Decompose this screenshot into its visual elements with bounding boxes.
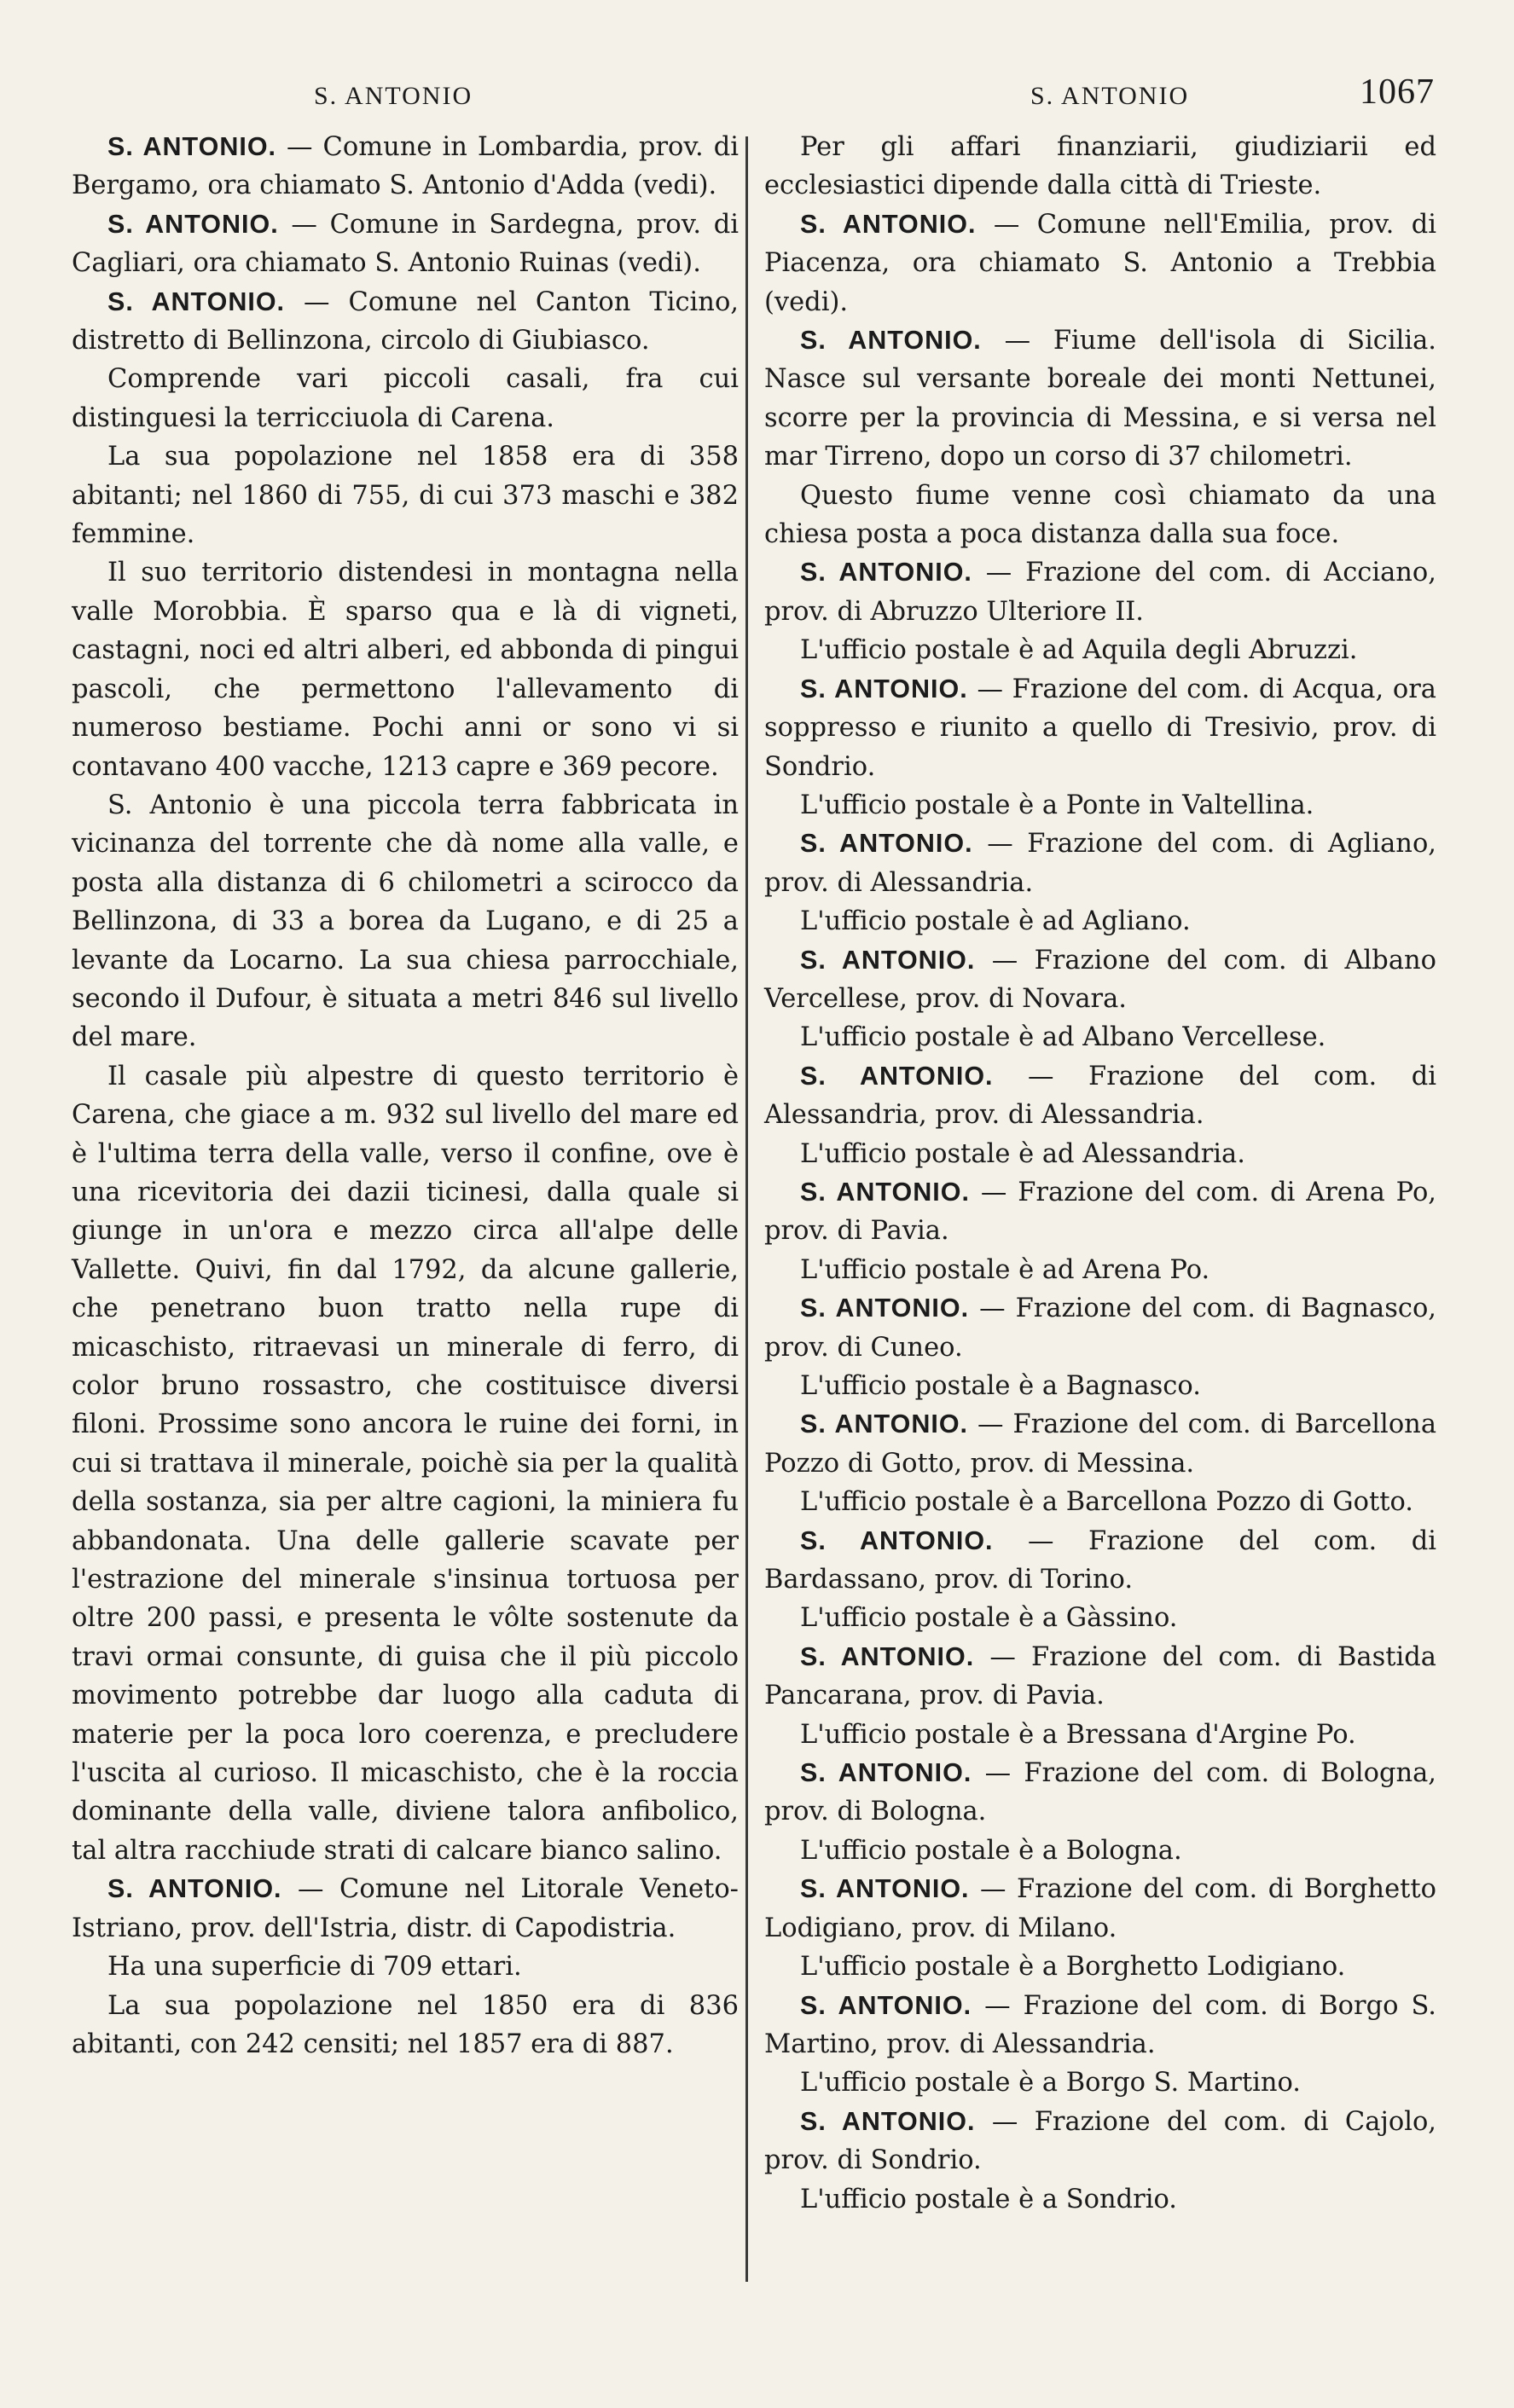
- entry-text: L'ufficio postale è a Bologna.: [800, 1835, 1182, 1866]
- entry-paragraph: [764, 2103, 1436, 2180]
- entry-text: — Frazione del com. di Cajolo, prov. di Sondrio.: [764, 2106, 1437, 2176]
- entry-text: L'ufficio postale è a Bressana d'Argine Po.: [800, 1719, 1356, 1750]
- entry-paragraph: [764, 1251, 1436, 1289]
- entry-headword: S. ANTONIO.: [800, 1758, 972, 1788]
- entry-text: L'ufficio postale è a Gàssino.: [800, 1603, 1178, 1634]
- entry-headword: S. ANTONIO.: [800, 209, 977, 239]
- entry-text: — Frazione del com. di Acqua, ora soppresso e riunito a quello di Tresivio, prov. di Sondrio.: [764, 674, 1436, 782]
- entry-paragraph: [72, 1987, 739, 2064]
- entry-paragraph: [72, 1057, 739, 1871]
- entry-headword: S. ANTONIO.: [107, 287, 286, 316]
- left-running-title: S. ANTONIO: [314, 82, 473, 110]
- entry-paragraph: [72, 553, 739, 785]
- entry-headword: S. ANTONIO.: [800, 1874, 970, 1904]
- entry-text: S. Antonio è una piccola terra fabbricata in vicinanza del torrente che dà nome alla valle, e posta alla distanza di 6 chilometri a scirocco da Bellinzona, di 33 a borea da Lugano, e di 25 a levante da Locarno. La sua chiesa parrocchiale, secondo il Dufour, è situata a metri 846 sul livello del mare.: [72, 790, 739, 1053]
- entry-text: — Comune in Sardegna, prov. di Cagliari, ora chiamato S. Antonio Ruinas (vedi).: [72, 209, 739, 279]
- entry-paragraph: [764, 1018, 1436, 1056]
- entry-paragraph: [764, 1832, 1436, 1870]
- entry-paragraph: [72, 1948, 739, 1986]
- entry-text: L'ufficio postale è a Bagnasco.: [800, 1371, 1201, 1401]
- entry-text: Per gli affari finanziarii, giudiziarii ed ecclesiastici dipende dalla città di Trieste.: [764, 132, 1436, 201]
- entry-text: L'ufficio postale è a Borgo S. Martino.: [800, 2068, 1302, 2098]
- entry-paragraph: [764, 1289, 1436, 1367]
- entry-paragraph: [764, 1987, 1436, 2064]
- entry-headword: S. ANTONIO.: [800, 674, 968, 703]
- entry-paragraph: [764, 1367, 1436, 1405]
- entry-paragraph: [72, 360, 739, 437]
- column-divider: [745, 136, 748, 2282]
- entry-text: — Frazione del com. di Bologna, prov. di Bologna.: [764, 1758, 1436, 1827]
- entry-text: — Frazione del com. di Alessandria, prov. di Alessandria.: [764, 1061, 1437, 1131]
- entry-text: — Comune nel Canton Ticino, distretto di Bellinzona, circolo di Giubiasco.: [72, 287, 739, 356]
- entry-paragraph: [764, 1716, 1436, 1754]
- entry-headword: S. ANTONIO.: [800, 1409, 969, 1439]
- entry-text: La sua popolazione nel 1858 era di 358 abitanti; nel 1860 di 755, di cui 373 maschi e 382 femmine.: [72, 442, 739, 550]
- entry-text: L'ufficio postale è a Borghetto Lodigiano.: [800, 1952, 1346, 1983]
- entry-paragraph: [764, 1057, 1436, 1135]
- entry-paragraph: [764, 1599, 1436, 1637]
- entry-headword: S. ANTONIO.: [107, 132, 277, 161]
- entry-paragraph: [764, 1638, 1436, 1716]
- entry-text: La sua popolazione nel 1850 era di 836 abitanti, con 242 censiti; nel 1857 era di 887.: [72, 1990, 739, 2059]
- entry-paragraph: [72, 128, 739, 205]
- entry-paragraph: [72, 283, 739, 361]
- entry-text: — Frazione del com. di Borghetto Lodigiano, prov. di Milano.: [764, 1874, 1436, 1943]
- entry-headword: S. ANTONIO.: [800, 1641, 975, 1671]
- entry-paragraph: [764, 786, 1436, 825]
- entry-paragraph: [764, 477, 1436, 554]
- entry-paragraph: [764, 1754, 1436, 1832]
- entry-paragraph: [764, 128, 1436, 205]
- entry-paragraph: [72, 1870, 739, 1948]
- entry-paragraph: [764, 670, 1436, 786]
- entry-paragraph: [764, 321, 1436, 477]
- page-number: 1067: [1360, 72, 1435, 112]
- entry-text: Questo fiume venne così chiamato da una chiesa posta a poca distanza dalla sua foce.: [764, 480, 1436, 550]
- entry-text: L'ufficio postale è a Sondrio.: [800, 2184, 1177, 2214]
- entry-paragraph: [764, 1870, 1436, 1948]
- entry-text: — Frazione del com. di Bastida Pancarana, prov. di Pavia.: [764, 1641, 1436, 1711]
- entry-headword: S. ANTONIO.: [800, 1177, 970, 1207]
- entry-headword: S. ANTONIO.: [800, 2106, 976, 2136]
- entry-headword: S. ANTONIO.: [800, 1990, 972, 2020]
- entry-headword: S. ANTONIO.: [800, 1525, 994, 1555]
- entry-text: L'ufficio postale è ad Albano Vercellese.: [800, 1022, 1326, 1053]
- entry-paragraph: [764, 902, 1436, 941]
- entry-headword: S. ANTONIO.: [800, 326, 982, 356]
- entry-text: Il casale più alpestre di questo territorio è Carena, che giace a m. 932 sul livello del mare ed è l'ultima terra della valle, verso il confine, ove è una ricevitoria dei dazii ticinesi, dalla quale si giunge in un'ora e mezzo circa all'alpe delle Vallette. Quivi, fin dal 1792, da alcune gallerie, che penetrano buon tratto nella rupe di micaschisto, ritraevasi un minerale di ferro, di color bruno rossastro, che costituisce diversi filoni. Prossime sono ancora le ruine dei forni, in cui si trattava il minerale, poichè sia per la qualità della sostanza, sia per altre cagioni, la miniera fu abbandonata. Una delle gallerie scavate per l'estrazione del minerale s'insinua tortuosa per oltre 200 passi, e presenta le vôlte sostenute da travi ormai consunte, di guisa che il più piccolo movimento potrebbe dar luogo alla caduta di materie per la poca loro coerenza, e precludere l'uscita al curioso. Il micaschisto, che è la roccia dominante della valle, diviene talora anfibolico, tal altra racchiude strati di calcare bianco salino.: [72, 1061, 739, 1866]
- entry-paragraph: [764, 1483, 1436, 1521]
- entry-headword: S. ANTONIO.: [800, 1061, 994, 1091]
- entry-text: L'ufficio postale è a Ponte in Valtellina.: [800, 790, 1314, 820]
- entry-text: Il suo territorio distendesi in montagna nella valle Morobbia. È sparso qua e là di vigneti, castagni, noci ed altri alberi, ed abbonda di pingui pascoli, che permettono l'allevamento di numeroso bestiame. Pochi anni or sono vi si contavano 400 vacche, 1213 capre e 369 pecore.: [72, 558, 739, 782]
- left-column: [72, 128, 739, 2064]
- entry-text: — Frazione del com. di Arena Po, prov. di Pavia.: [764, 1177, 1436, 1247]
- entry-headword: S. ANTONIO.: [107, 209, 279, 239]
- entry-text: — Frazione del com. di Bardassano, prov. di Torino.: [764, 1525, 1437, 1595]
- entry-headword: S. ANTONIO.: [800, 1294, 970, 1323]
- entry-text: L'ufficio postale è a Barcellona Pozzo di Gotto.: [800, 1487, 1413, 1518]
- entry-paragraph: [764, 1405, 1436, 1483]
- entry-text: — Frazione del com. di Barcellona Pozzo di Gotto, prov. di Messina.: [764, 1409, 1437, 1479]
- entry-headword: S. ANTONIO.: [800, 829, 973, 859]
- entry-paragraph: [72, 786, 739, 1057]
- entry-paragraph: [764, 825, 1436, 902]
- entry-text: L'ufficio postale è ad Alessandria.: [800, 1138, 1245, 1169]
- entry-text: L'ufficio postale è ad Agliano.: [800, 906, 1191, 937]
- entry-paragraph: [764, 205, 1436, 321]
- entry-text: — Comune nell'Emilia, prov. di Piacenza, ora chiamato S. Antonio a Trebbia (vedi).: [764, 209, 1436, 317]
- entry-text: — Frazione del com. di Bagnasco, prov. di Cuneo.: [764, 1294, 1436, 1363]
- entry-paragraph: [764, 941, 1436, 1019]
- entry-text: — Comune nel Litorale Veneto-Istriano, prov. dell'Istria, distr. di Capodistria.: [72, 1874, 739, 1943]
- entry-headword: S. ANTONIO.: [107, 1874, 282, 1904]
- entry-text: — Comune in Lombardia, prov. di Bergamo, ora chiamato S. Antonio d'Adda (vedi).: [72, 132, 739, 201]
- entry-paragraph: [764, 2180, 1436, 2219]
- entry-paragraph: [764, 1948, 1436, 1986]
- entry-text: — Frazione del com. di Borgo S. Martino, prov. di Alessandria.: [764, 1990, 1436, 2059]
- entry-paragraph: [764, 631, 1436, 669]
- entry-text: — Frazione del com. di Agliano, prov. di Alessandria.: [764, 829, 1437, 898]
- entry-paragraph: [764, 2064, 1436, 2102]
- entry-paragraph: [764, 1173, 1436, 1251]
- entry-paragraph: [72, 205, 739, 283]
- entry-text: Ha una superficie di 709 ettari.: [107, 1952, 522, 1983]
- entry-paragraph: [764, 1522, 1436, 1600]
- entry-headword: S. ANTONIO.: [800, 945, 976, 975]
- entry-text: L'ufficio postale è ad Arena Po.: [800, 1254, 1210, 1285]
- entry-text: — Fiume dell'isola di Sicilia. Nasce sul versante boreale dei monti Nettunei, scorre per la provincia di Messina, e si versa nel mar Tirreno, dopo un corso di 37 chilometri.: [764, 326, 1436, 472]
- entry-headword: S. ANTONIO.: [800, 558, 972, 588]
- entry-paragraph: [72, 437, 739, 553]
- entry-text: Comprende vari piccoli casali, fra cui distinguesi la terricciuola di Carena.: [72, 364, 739, 433]
- entry-text: — Frazione del com. di Albano Vercellese, prov. di Novara.: [764, 945, 1437, 1014]
- entry-paragraph: [764, 1135, 1436, 1173]
- entry-text: L'ufficio postale è ad Aquila degli Abruzzi.: [800, 635, 1358, 666]
- entry-paragraph: [764, 553, 1436, 631]
- entry-text: — Frazione del com. di Acciano, prov. di Abruzzo Ulteriore II.: [764, 558, 1436, 627]
- right-column: [764, 128, 1436, 2219]
- right-running-title: S. ANTONIO: [1030, 82, 1190, 110]
